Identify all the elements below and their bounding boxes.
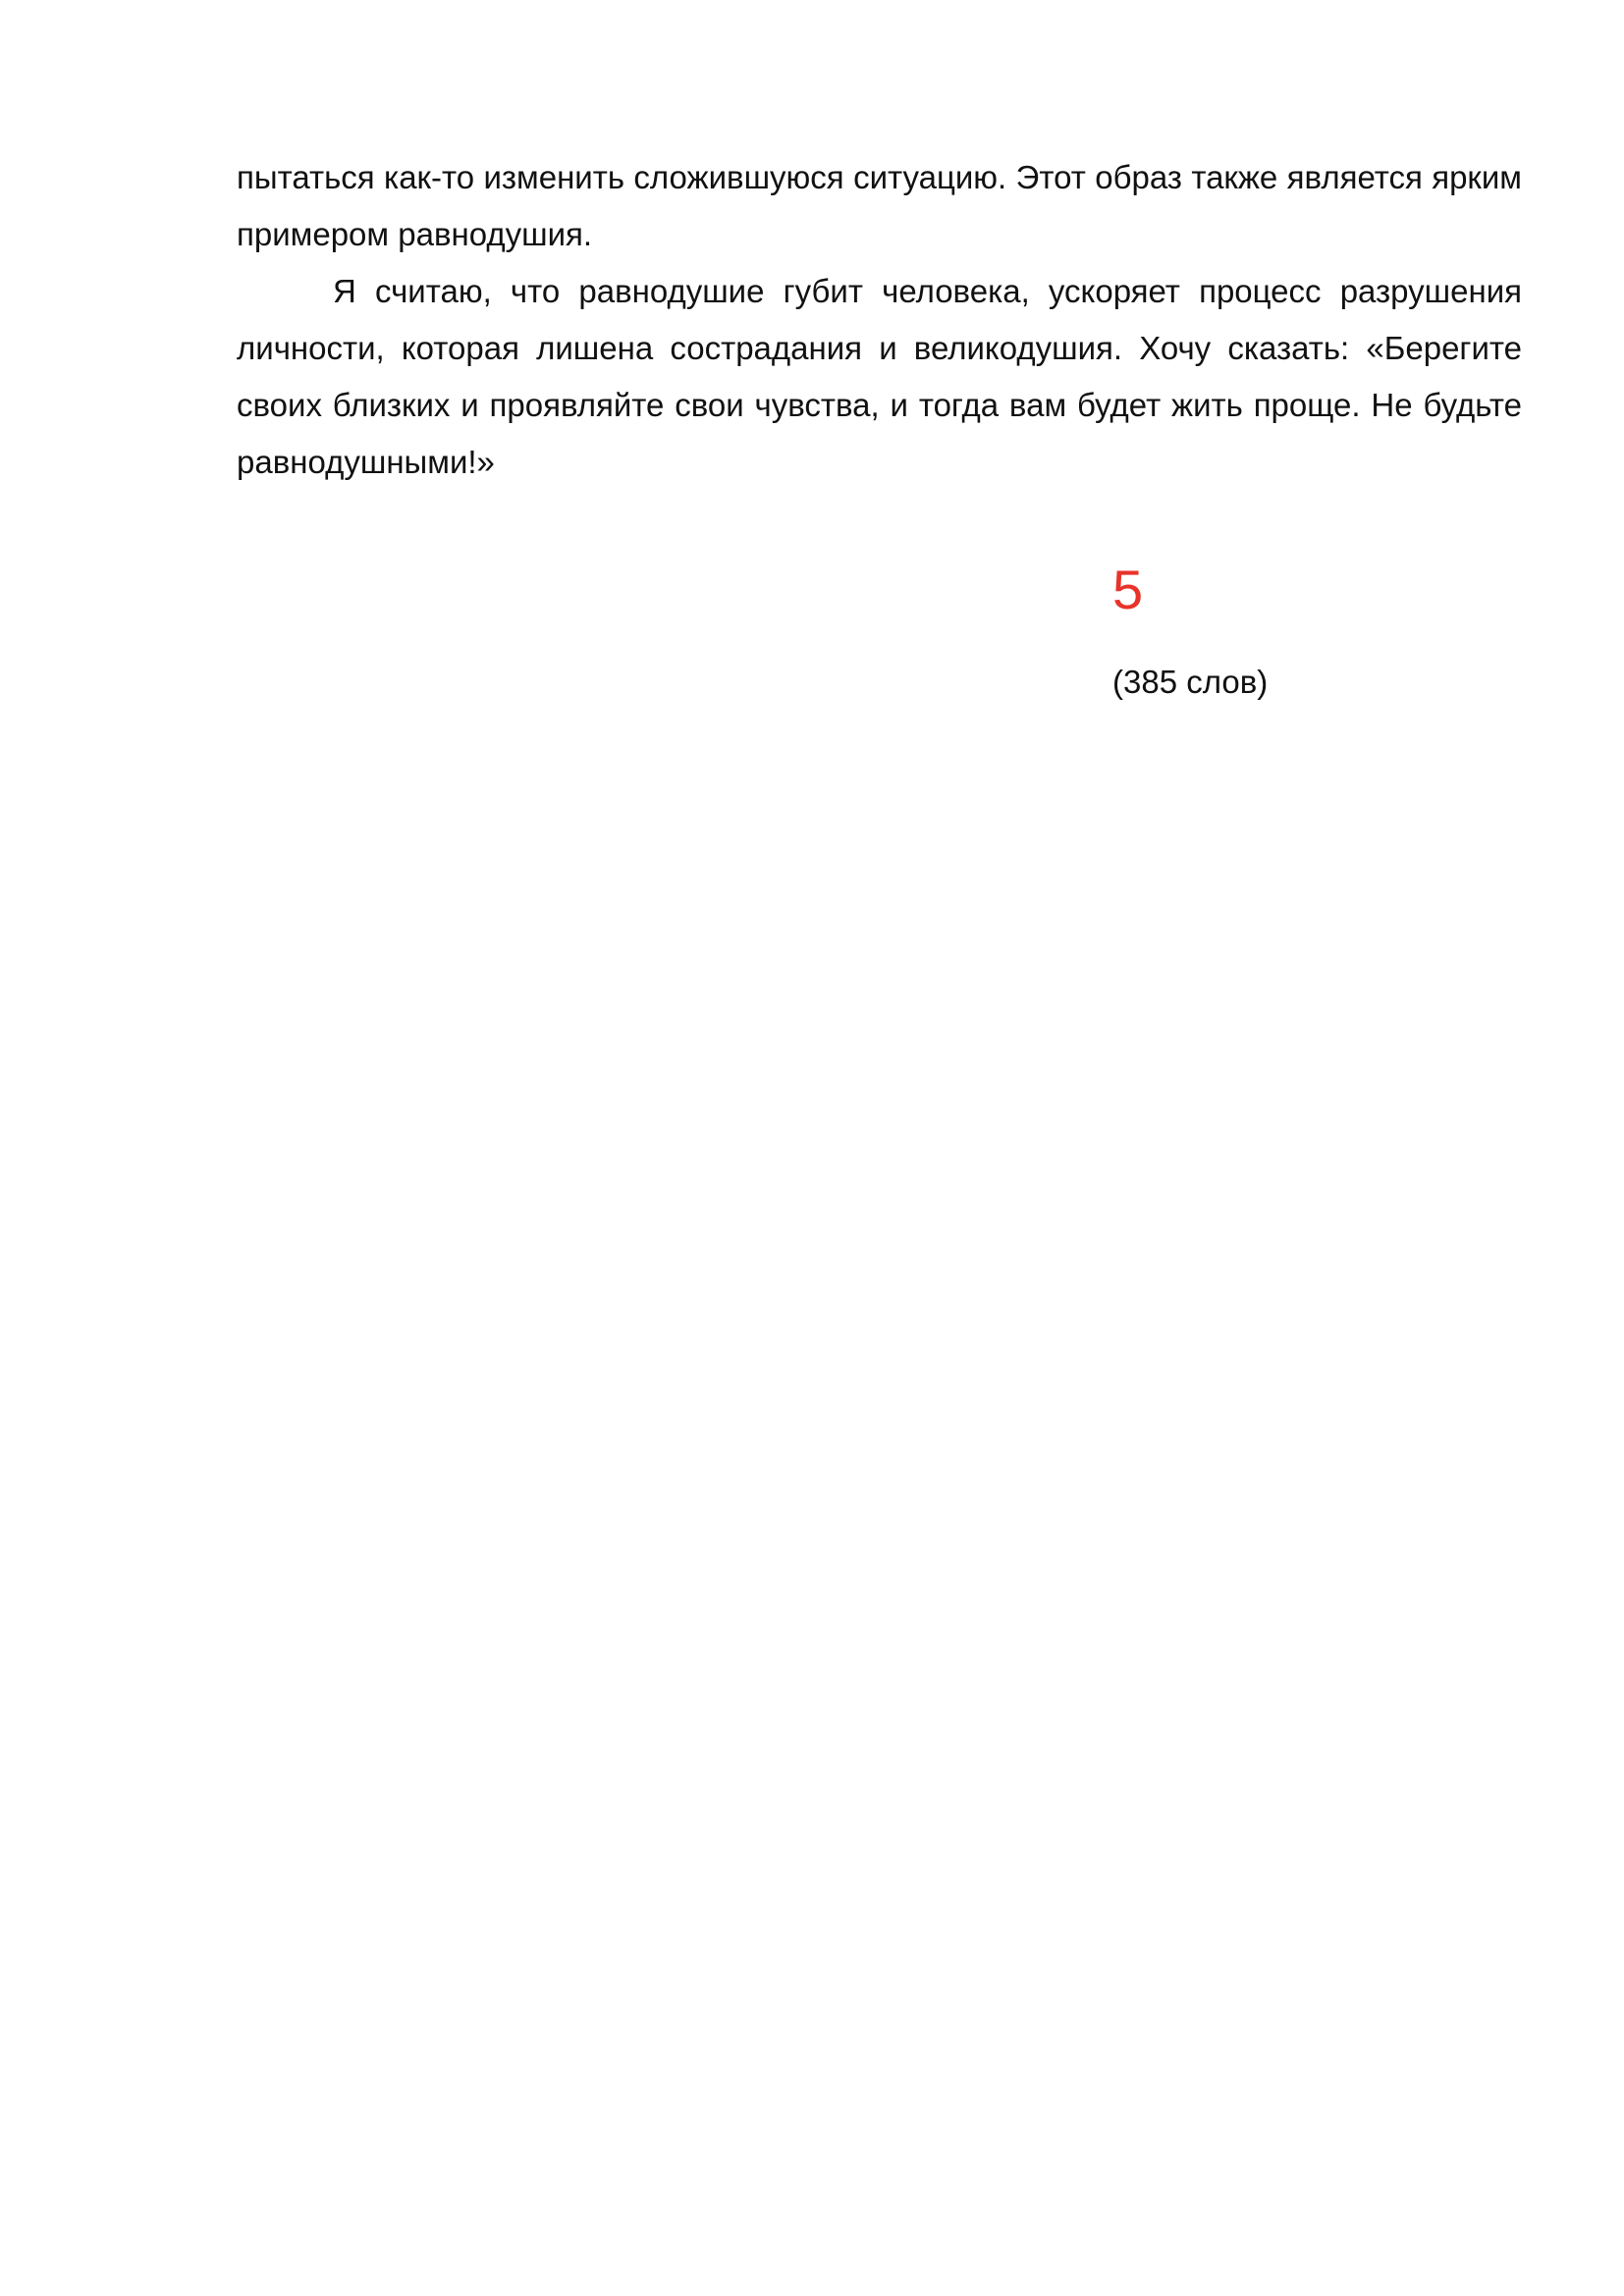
paragraph-conclusion: Я считаю, что равнодушие губит человека, ускоряет процесс разрушения личности, которая лишена сострадания и великодушия. Хочу сказать: «Берегите своих близких и проявляйте свои чувства, и тогда вам будет жить проще. Не будьте равнодушными!» bbox=[237, 273, 1522, 480]
grade-mark: 5 bbox=[1112, 559, 1144, 620]
paragraph-continuation: пытаться как-то изменить сложившуюся ситуацию. Этот образ также является ярким примером равнодушия. bbox=[237, 159, 1522, 252]
essay-text bbox=[237, 149, 1522, 491]
word-count: (385 слов) bbox=[1112, 664, 1269, 700]
